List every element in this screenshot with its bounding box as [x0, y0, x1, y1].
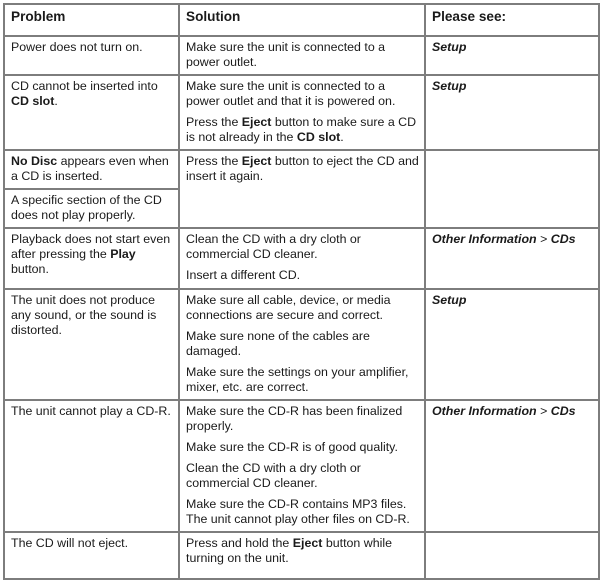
see-cell [425, 289, 599, 400]
problem-cell: A specific section of the CD does not play properly. [4, 189, 179, 228]
see-cell [425, 228, 599, 289]
solution-cell [179, 289, 425, 400]
see-cell [425, 75, 599, 150]
troubleshooting-table [3, 3, 600, 580]
header-please-see: Please see: [425, 4, 599, 36]
header-solution: Solution [179, 4, 425, 36]
table-row [4, 75, 599, 150]
see-cell [425, 150, 599, 228]
reference-link[interactable]: Setup [432, 79, 467, 93]
solution-cell [179, 36, 425, 75]
solution-cell [179, 75, 425, 150]
solution-step: Insert a different CD. [186, 268, 301, 282]
solution-step: Press and hold the Eject button while turning on the unit. [186, 536, 392, 565]
see-cell [425, 400, 599, 532]
reference-link[interactable]: Setup [432, 293, 467, 307]
solution-step: Press the Eject button to eject the CD and insert it again. [186, 154, 419, 183]
solution-step: Make sure the CD-R contains MP3 files. The unit cannot play other files on CD-R. [186, 497, 410, 526]
solution-step: Make sure the settings on your amplifier, mixer, etc. are correct. [186, 365, 409, 394]
problem-cell: The unit cannot play a CD-R. [4, 400, 179, 532]
solution-cell [179, 532, 425, 579]
table-row [4, 400, 599, 532]
problem-cell: The unit does not produce any sound, or the sound is distorted. [4, 289, 179, 400]
solution-step: Make sure all cable, device, or media connections are secure and correct. [186, 293, 391, 322]
problem-cell: CD cannot be inserted into CD slot. [4, 75, 179, 150]
table-row [4, 150, 599, 189]
header-problem: Problem [4, 4, 179, 36]
solution-step: Make sure the unit is connected to a power outlet. [186, 40, 386, 69]
problem-cell: No Disc appears even when a CD is inserted. [4, 150, 179, 189]
reference-link[interactable]: Other Information > CDs [432, 232, 576, 246]
solution-cell [179, 228, 425, 289]
problem-cell: Playback does not start even after pressing the Play button. [4, 228, 179, 289]
solution-cell [179, 150, 425, 228]
solution-step: Make sure the CD-R has been finalized properly. [186, 404, 403, 433]
solution-step: Make sure the CD-R is of good quality. [186, 440, 398, 454]
problem-cell: Power does not turn on. [4, 36, 179, 75]
see-cell [425, 36, 599, 75]
solution-step: Press the Eject button to make sure a CD is not already in the CD slot. [186, 115, 417, 144]
problem-cell: The CD will not eject. [4, 532, 179, 579]
see-cell [425, 532, 599, 579]
solution-step: Make sure none of the cables are damaged. [186, 329, 370, 358]
table-row [4, 289, 599, 400]
solution-step: Make sure the unit is connected to a power outlet and that it is powered on. [186, 79, 396, 108]
solution-step: Clean the CD with a dry cloth or commercial CD cleaner. [186, 461, 361, 490]
reference-link[interactable]: Setup [432, 40, 467, 54]
solution-step: Clean the CD with a dry cloth or commercial CD cleaner. [186, 232, 361, 261]
table-row [4, 228, 599, 289]
solution-cell [179, 400, 425, 532]
table-row [4, 36, 599, 75]
breadcrumb-separator: > [536, 404, 551, 418]
reference-link[interactable]: Other Information > CDs [432, 404, 576, 418]
table-row [4, 532, 599, 579]
header-row [4, 4, 599, 36]
breadcrumb-separator: > [536, 232, 551, 246]
